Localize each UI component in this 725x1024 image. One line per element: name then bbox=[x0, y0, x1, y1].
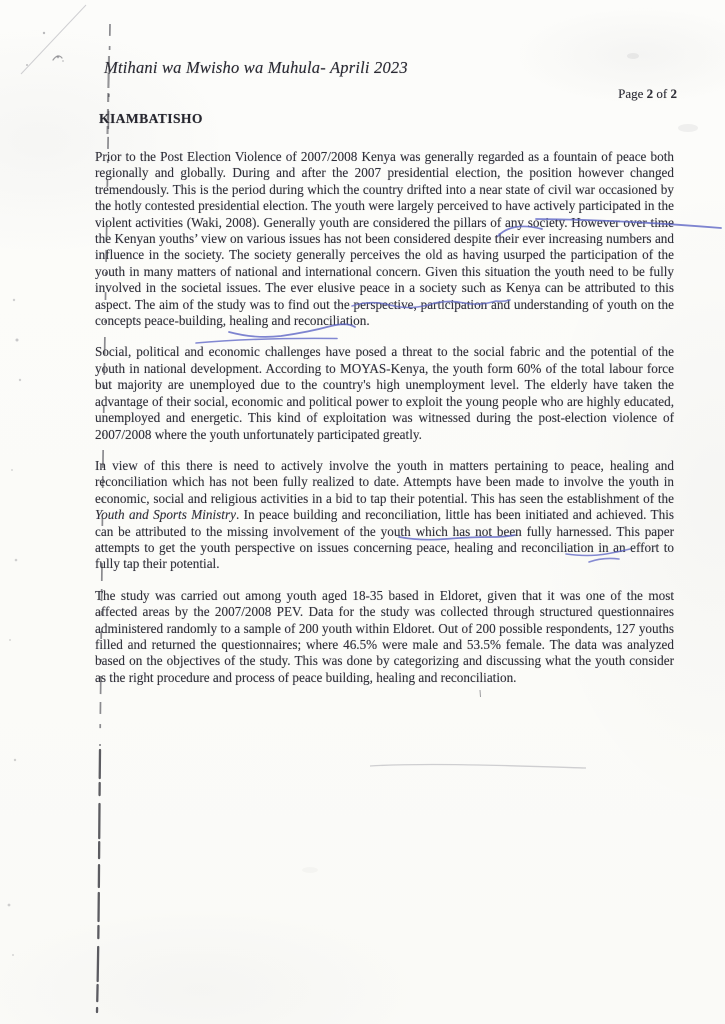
ministry-name-italic: Youth and Sports Ministry bbox=[95, 507, 236, 523]
page-word: Page bbox=[618, 86, 644, 101]
paragraph-1: Prior to the Post Election Violence of 2007/2008 Kenya was generally regarded as a fountain of peace both regionally and globally. During and after the 2007 presidential election, the position however changed tremendously. This is the period during which the country drifted into a near state of civil war occasioned by the hotly contested presidential election. The youth were largely perceived to have actively participated in the violent activities (Waki, 2008). Generally youth are considered the pillars of any society. However over time the Kenyan youths’ view on various issues has not been considered despite their ever increasing numbers and influence in the society. The society generally perceives the old as having usurped the participation of the youth in many matters of national and international concern. Given this situation the youth need to be fully involved in the societal issues. The ever elusive peace in a society such as Kenya can be attributed to this aspect. The aim of the study was to find out the perspective, participation and understanding of youth on the concepts peace-building, healing and reconciliation. bbox=[95, 149, 674, 329]
document-body bbox=[95, 149, 674, 701]
paragraph-4: The study was carried out among youth aged 18-35 based in Eldoret, given that it was one of the most affected areas by the 2007/2008 PEV. Data for the study was collected through structured questionnaires administered randomly to a sample of 200 youth within Eldoret. Out of 200 possible respondents, 127 youths filled and returned the questionnaires; where 46.5% were male and 53.5% female. The data was analyzed based on the objectives of the study. This was done by categorizing and discussing what the youth consider as the right procedure and process of peace building, healing and reconciliation. bbox=[95, 587, 674, 685]
paragraph-2: Social, political and economic challenges have posed a threat to the social fabric and the potential of the youth in national development. According to MOYAS-Kenya, the youth form 60% of the total labour force but majority are unemployed due to the country's high unemployment level. The elderly have taken the advantage of their social, economic and political power to exploit the young people who are highly educated, unemployed and energetic. This kind of exploitation was witnessed during the post-election violence of 2007/2008 where the youth unfortunately participated greatly. bbox=[95, 344, 674, 442]
scratch-top-left-diagonal bbox=[21, 5, 86, 74]
smudge-streak-below-text bbox=[370, 765, 586, 768]
section-heading: KIAMBATISHO bbox=[99, 111, 203, 126]
paragraph-3 bbox=[95, 458, 674, 573]
dust-specks bbox=[8, 32, 64, 956]
of-word: of bbox=[656, 86, 668, 101]
scratch-curl-mark bbox=[53, 56, 62, 60]
page-number-label bbox=[618, 86, 677, 102]
fold-crease-line-lower bbox=[97, 750, 100, 1012]
page-current-number: 2 bbox=[646, 86, 654, 101]
document-title: Mtihani wa Mwisho wa Muhula- Aprili 2023 bbox=[104, 58, 408, 77]
paragraph-3-text-before: In view of this there is need to actively involve the youth in matters pertaining to peace, healing and reconciliation which has not been fully realized to date. Attempts have been made to involve the youth in economic, social and religious activities in a bid to tap their potential. This has seen the establishment of the bbox=[95, 457, 674, 506]
page-total-number: 2 bbox=[670, 86, 677, 101]
paragraph-3-text-after: . In peace building and reconciliation, little has been initiated and achieved. This can be attributed to the missing involvement of the youth which has not been fully harnessed. This paper attempts to get the youth perspective on issues concerning peace, healing and reconciliation in an effort to fully tap their potential. bbox=[95, 507, 674, 572]
